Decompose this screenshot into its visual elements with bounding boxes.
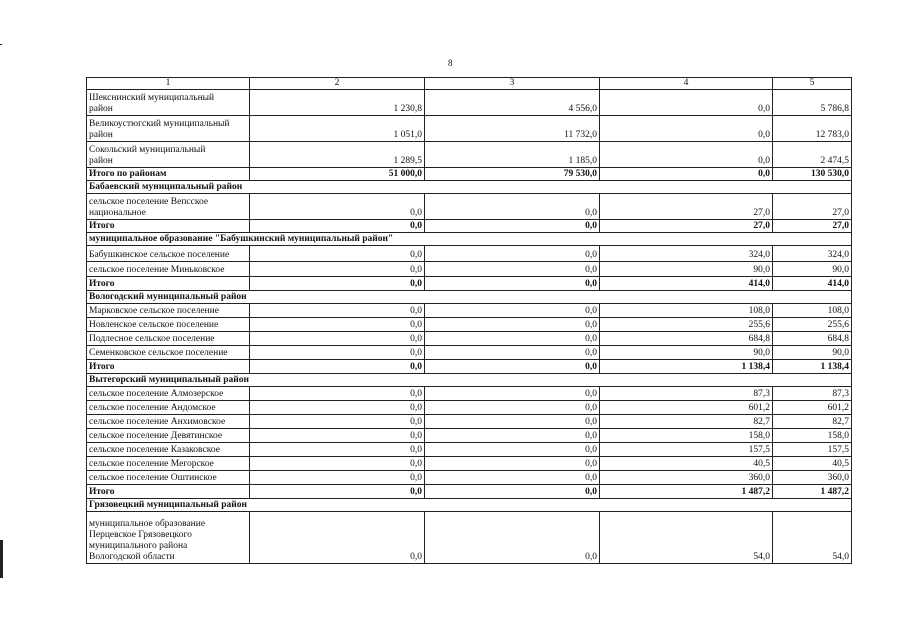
table-row [87, 194, 852, 220]
cell-c4: 0,0 [600, 116, 773, 142]
row-label: Марковское сельское поселение [87, 304, 250, 318]
table-row [87, 142, 852, 168]
cell-c3: 1 185,0 [425, 142, 600, 168]
table-row [87, 401, 852, 415]
cell-c3: 0,0 [425, 332, 600, 346]
row-label: Итого [87, 220, 250, 233]
cell-c3: 0,0 [425, 262, 600, 277]
cell-c3: 0,0 [425, 429, 600, 443]
cell-c4: 324,0 [600, 246, 773, 262]
cell-c5: 414,0 [773, 277, 852, 291]
cell-c3: 4 556,0 [425, 90, 600, 116]
cell-c3: 11 732,0 [425, 116, 600, 142]
budget-table [86, 77, 852, 564]
col-header-2: 2 [250, 78, 425, 90]
section-title: Грязовецкий муниципальный район [87, 499, 852, 512]
cell-c5: 684,8 [773, 332, 852, 346]
table-row [87, 246, 852, 262]
col-header-4: 4 [600, 78, 773, 90]
scan-edge-tick [0, 44, 2, 45]
cell-c2: 0,0 [250, 360, 425, 374]
cell-c3: 0,0 [425, 485, 600, 499]
row-label: Новленское сельское поселение [87, 318, 250, 332]
cell-c4: 157,5 [600, 443, 773, 457]
cell-c5: 12 783,0 [773, 116, 852, 142]
row-label: Итого [87, 360, 250, 374]
cell-c2: 0,0 [250, 318, 425, 332]
cell-c2: 0,0 [250, 262, 425, 277]
cell-c5: 90,0 [773, 262, 852, 277]
total-row [87, 220, 852, 233]
cell-c4: 0,0 [600, 142, 773, 168]
cell-c4: 27,0 [600, 220, 773, 233]
cell-c5: 255,6 [773, 318, 852, 332]
col-header-5: 5 [773, 78, 852, 90]
cell-c4: 1 487,2 [600, 485, 773, 499]
table-row [87, 304, 852, 318]
cell-c4: 158,0 [600, 429, 773, 443]
table-row [87, 318, 852, 332]
cell-c4: 684,8 [600, 332, 773, 346]
page-number: 8 [448, 58, 453, 68]
cell-c5: 5 786,8 [773, 90, 852, 116]
column-number-row [87, 78, 852, 90]
section-title: Вытегорский муниципальный район [87, 374, 852, 387]
cell-c4: 0,0 [600, 168, 773, 181]
section-header-row [87, 374, 852, 387]
cell-c5: 158,0 [773, 429, 852, 443]
cell-c4: 601,2 [600, 401, 773, 415]
cell-c5: 1 487,2 [773, 485, 852, 499]
table-row [87, 512, 852, 564]
cell-c5: 130 530,0 [773, 168, 852, 181]
table-row [87, 415, 852, 429]
row-label: сельское поселение Оштинское [87, 471, 250, 485]
cell-c5: 90,0 [773, 346, 852, 360]
cell-c4: 90,0 [600, 262, 773, 277]
total-row [87, 485, 852, 499]
section-title: Бабаевский муниципальный район [87, 181, 852, 194]
cell-c4: 90,0 [600, 346, 773, 360]
cell-c2: 0,0 [250, 457, 425, 471]
table-row [87, 90, 852, 116]
cell-c4: 87,3 [600, 387, 773, 401]
row-label: Сокольский муниципальный район [87, 142, 250, 168]
cell-c3: 0,0 [425, 318, 600, 332]
cell-c4: 1 138,4 [600, 360, 773, 374]
row-label: Великоустюгский муниципальный район [87, 116, 250, 142]
cell-c4: 108,0 [600, 304, 773, 318]
cell-c2: 0,0 [250, 246, 425, 262]
table-body [87, 90, 852, 564]
cell-c4: 54,0 [600, 512, 773, 564]
cell-c3: 0,0 [425, 360, 600, 374]
table-row [87, 346, 852, 360]
table-row [87, 116, 852, 142]
col-header-3: 3 [425, 78, 600, 90]
section-header-row [87, 499, 852, 512]
table-row [87, 443, 852, 457]
cell-c2: 0,0 [250, 429, 425, 443]
row-label: муниципальное образование Перцевское Грязовецкого муниципального района Вологодской области [87, 512, 250, 564]
cell-c2: 0,0 [250, 346, 425, 360]
row-label: Итого [87, 277, 250, 291]
row-label: Итого [87, 485, 250, 499]
row-label: Подлесное сельское поселение [87, 332, 250, 346]
cell-c4: 414,0 [600, 277, 773, 291]
total-row [87, 360, 852, 374]
section-header-row [87, 291, 852, 304]
section-header-row [87, 181, 852, 194]
cell-c5: 1 138,4 [773, 360, 852, 374]
section-title: Вологодский муниципальный район [87, 291, 852, 304]
cell-c3: 0,0 [425, 471, 600, 485]
cell-c5: 601,2 [773, 401, 852, 415]
cell-c3: 0,0 [425, 304, 600, 318]
section-title: муниципальное образование "Бабушкинский муниципальный район" [87, 233, 852, 246]
row-label: Бабушкинское сельское поселение [87, 246, 250, 262]
table-row [87, 471, 852, 485]
cell-c2: 0,0 [250, 485, 425, 499]
row-label: сельское поселение Андомское [87, 401, 250, 415]
cell-c5: 157,5 [773, 443, 852, 457]
table-row [87, 457, 852, 471]
cell-c5: 27,0 [773, 194, 852, 220]
cell-c2: 0,0 [250, 512, 425, 564]
cell-c2: 0,0 [250, 387, 425, 401]
cell-c5: 27,0 [773, 220, 852, 233]
table-row [87, 332, 852, 346]
row-label: сельское поселение Вепсское национальное [87, 194, 250, 220]
cell-c4: 82,7 [600, 415, 773, 429]
cell-c3: 0,0 [425, 457, 600, 471]
cell-c3: 79 530,0 [425, 168, 600, 181]
cell-c5: 40,5 [773, 457, 852, 471]
cell-c3: 0,0 [425, 415, 600, 429]
cell-c2: 1 051,0 [250, 116, 425, 142]
cell-c3: 0,0 [425, 277, 600, 291]
cell-c3: 0,0 [425, 246, 600, 262]
cell-c4: 40,5 [600, 457, 773, 471]
cell-c2: 0,0 [250, 401, 425, 415]
row-label: Семенковское сельское поселение [87, 346, 250, 360]
cell-c2: 1 230,8 [250, 90, 425, 116]
cell-c2: 0,0 [250, 332, 425, 346]
row-label: Итого по районам [87, 168, 250, 181]
cell-c2: 0,0 [250, 415, 425, 429]
row-label: сельское поселение Миньковское [87, 262, 250, 277]
table-header [87, 78, 852, 90]
cell-c4: 27,0 [600, 194, 773, 220]
cell-c5: 2 474,5 [773, 142, 852, 168]
col-header-1: 1 [87, 78, 250, 90]
cell-c4: 360,0 [600, 471, 773, 485]
cell-c5: 54,0 [773, 512, 852, 564]
scan-edge-mark [0, 540, 3, 578]
cell-c4: 0,0 [600, 90, 773, 116]
cell-c5: 324,0 [773, 246, 852, 262]
cell-c5: 82,7 [773, 415, 852, 429]
row-label: сельское поселение Мегорское [87, 457, 250, 471]
cell-c4: 255,6 [600, 318, 773, 332]
cell-c3: 0,0 [425, 220, 600, 233]
total-row [87, 277, 852, 291]
cell-c5: 108,0 [773, 304, 852, 318]
cell-c3: 0,0 [425, 194, 600, 220]
cell-c2: 0,0 [250, 220, 425, 233]
cell-c3: 0,0 [425, 512, 600, 564]
cell-c2: 0,0 [250, 277, 425, 291]
table-row [87, 262, 852, 277]
cell-c2: 0,0 [250, 443, 425, 457]
cell-c5: 360,0 [773, 471, 852, 485]
section-header-row [87, 233, 852, 246]
cell-c5: 87,3 [773, 387, 852, 401]
cell-c2: 51 000,0 [250, 168, 425, 181]
row-label: сельское поселение Девятинское [87, 429, 250, 443]
row-label: сельское поселение Алмозерское [87, 387, 250, 401]
total-row [87, 168, 852, 181]
cell-c3: 0,0 [425, 443, 600, 457]
table-row [87, 387, 852, 401]
row-label: Шекснинский муниципальный район [87, 90, 250, 116]
cell-c2: 0,0 [250, 194, 425, 220]
cell-c2: 1 289,5 [250, 142, 425, 168]
table-row [87, 429, 852, 443]
cell-c2: 0,0 [250, 304, 425, 318]
cell-c3: 0,0 [425, 401, 600, 415]
cell-c3: 0,0 [425, 387, 600, 401]
cell-c2: 0,0 [250, 471, 425, 485]
row-label: сельское поселение Казаковское [87, 443, 250, 457]
cell-c3: 0,0 [425, 346, 600, 360]
row-label: сельское поселение Анхимовское [87, 415, 250, 429]
